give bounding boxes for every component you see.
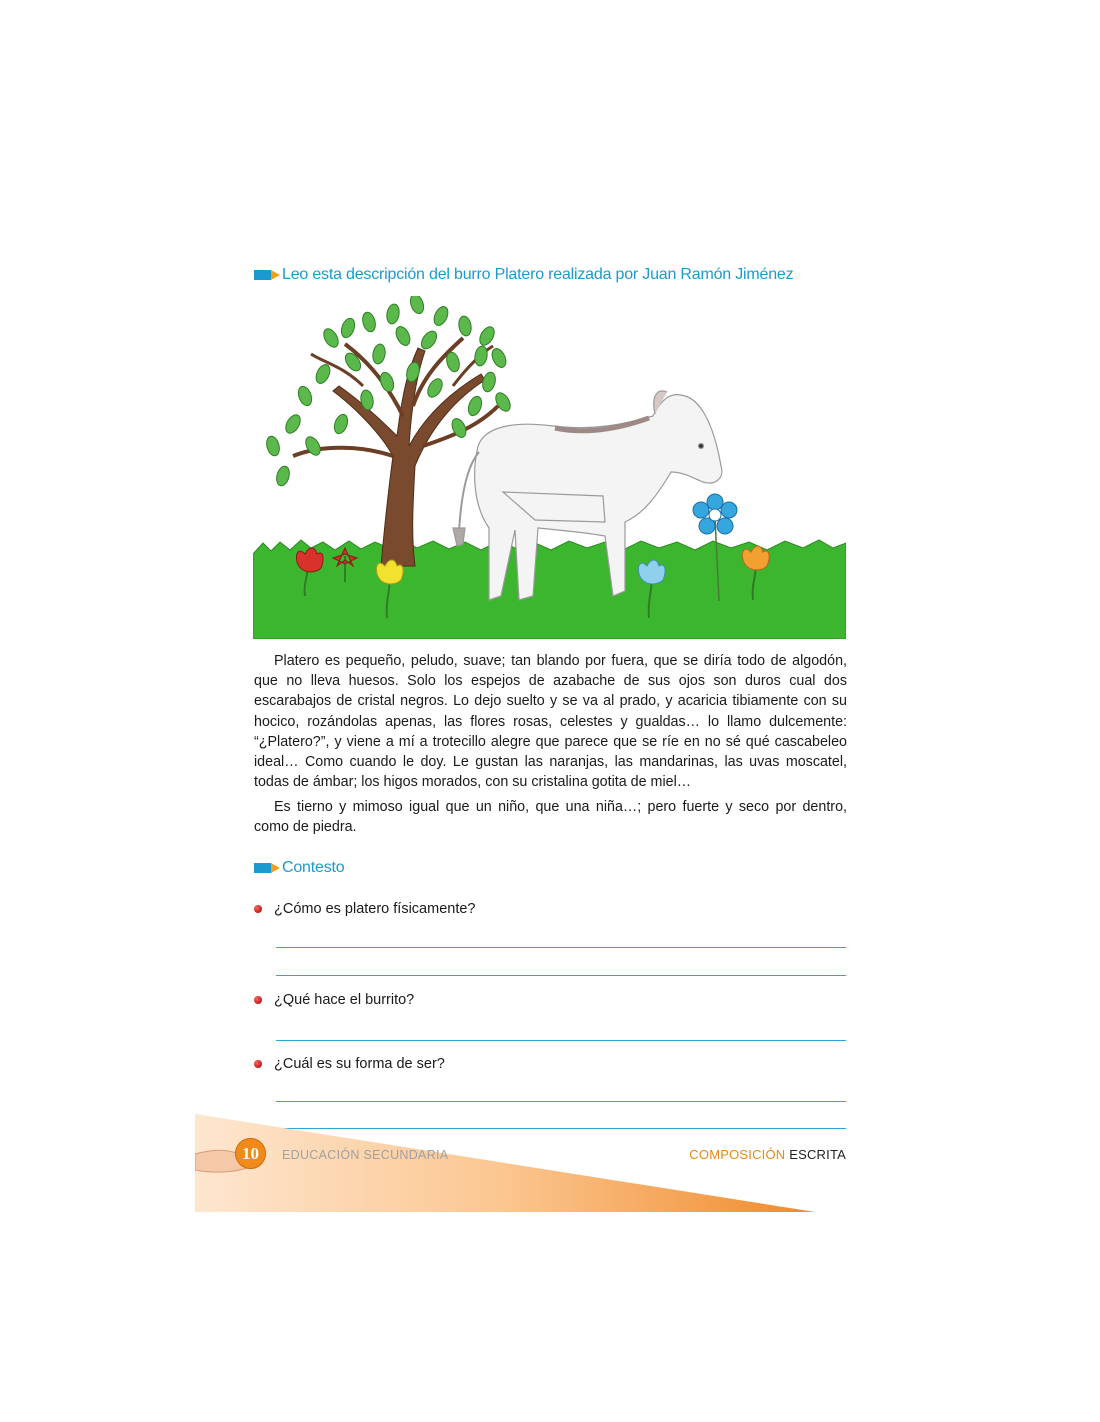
pencil-marker-icon bbox=[254, 268, 280, 282]
question-text: ¿Cuál es su forma de ser? bbox=[274, 1056, 445, 1072]
section-heading-answer bbox=[254, 859, 344, 877]
description-paragraph-1: Platero es pequeño, peludo, suave; tan blando por fuera, que se diría todo de algodón, que no lleva huesos. Solo los espejos de azabache de sus ojos son duros cual dos escarabajos de cristal negros. Lo dejo suelto y se va al prado, y acaricia tibiamente con su hocico, rozándolas apenas, las flores rosas, celestes y gualdas… lo llamo dulcemente: “¿Platero?”, y viene a mí a trotecillo alegre que parece que se ríe en no sé qué cascabeleo ideal… Como cuando le doy. Le gustan las naranjas, las mandarinas, las uvas moscatel, todas de ámbar; los higos morados, con su cristalina gotita de miel… bbox=[254, 653, 847, 791]
answer-line[interactable] bbox=[276, 1040, 846, 1041]
subject-rest: ESCRITA bbox=[789, 1147, 846, 1162]
question-2 bbox=[254, 992, 414, 1008]
section-heading-description bbox=[254, 266, 793, 284]
bullet-dot-icon bbox=[254, 1060, 262, 1068]
bullet-dot-icon bbox=[254, 905, 262, 913]
section-heading-text: Contesto bbox=[282, 859, 345, 876]
question-text: ¿Qué hace el burrito? bbox=[274, 992, 415, 1008]
bullet-dot-icon bbox=[254, 996, 262, 1004]
question-3 bbox=[254, 1056, 445, 1072]
platero-illustration bbox=[253, 296, 846, 639]
pencil-marker-icon bbox=[254, 861, 280, 875]
footer-gradient-band bbox=[195, 1112, 815, 1212]
footer-subject-label bbox=[689, 1147, 846, 1162]
answer-line[interactable] bbox=[276, 947, 846, 948]
description-paragraph-2: Es tierno y mimoso igual que un niño, que una niña…; pero fuerte y seco por dentro, como de piedra. bbox=[254, 799, 847, 836]
answer-line[interactable] bbox=[276, 975, 846, 976]
footer-series-label: EDUCACIÓN SECUNDARIA bbox=[282, 1148, 449, 1162]
subject-highlight: COMPOSICIÓN bbox=[689, 1147, 786, 1162]
section-heading-text: Leo esta descripción del burro Platero realizada por Juan Ramón Jiménez bbox=[282, 266, 794, 283]
answer-line[interactable] bbox=[276, 1101, 846, 1102]
page-number-badge: 10 bbox=[235, 1138, 266, 1169]
question-1 bbox=[254, 901, 475, 917]
question-text: ¿Cómo es platero físicamente? bbox=[274, 901, 476, 917]
